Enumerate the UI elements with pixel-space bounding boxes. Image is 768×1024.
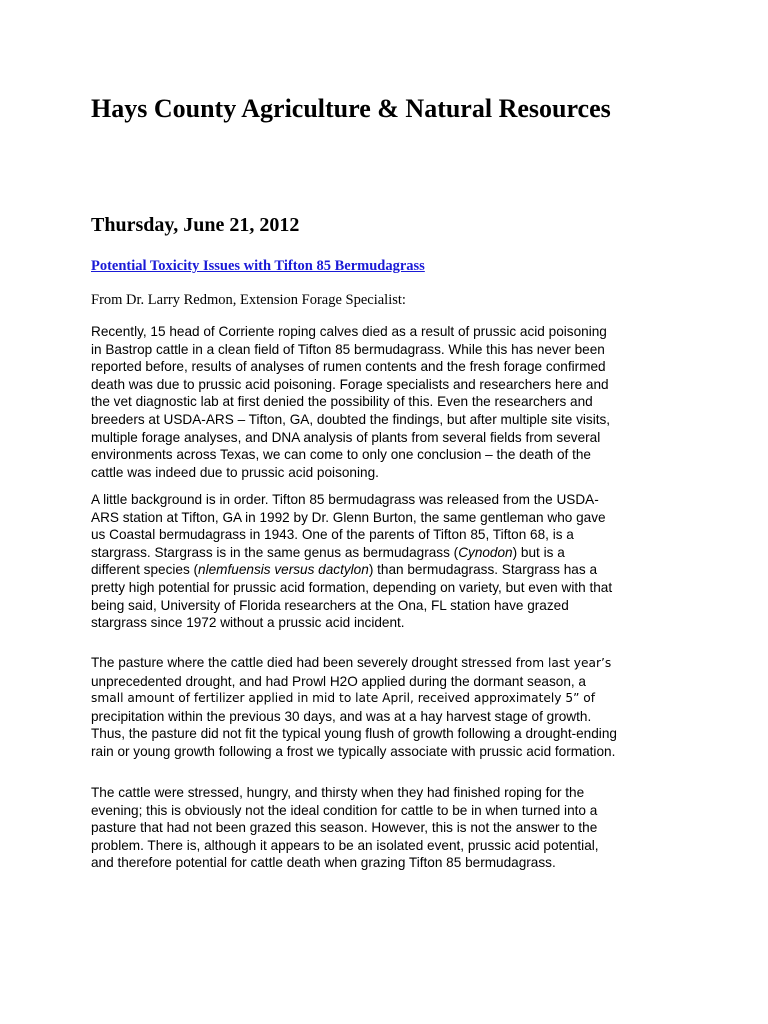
paragraph-3 (91, 654, 683, 761)
text-run: stargrass. Stargrass is in the same genus as bermudagrass ( (91, 544, 459, 560)
post-byline: From Dr. Larry Redmon, Extension Forage Specialist: (91, 292, 406, 308)
italic-text: Cynodon (458, 544, 513, 560)
paragraph-line: being said, University of Florida researchers at the Ona, FL station have grazed (91, 597, 569, 613)
blog-page (91, 92, 681, 871)
paragraph-line: stargrass since 1972 without a prussic acid incident. (91, 615, 405, 631)
post-title-link[interactable]: Potential Toxicity Issues with Tifton 85 Bermudagrass (91, 258, 425, 274)
text-run: ) than bermudagrass. Stargrass has a (368, 562, 597, 578)
paragraph-line: The cattle were stressed, hungry, and thirsty when they had finished roping for the (91, 785, 585, 800)
paragraph-line: pretty high potential for prussic acid formation, depending on variety, but even with that (91, 579, 613, 595)
blog-title: Hays County Agriculture & Natural Resources (91, 94, 611, 123)
paragraph-line: pasture that had not been grazed this season. However, this is not the answer to the (91, 820, 598, 836)
paragraph-line: us Coastal bermudagrass in 1943. One of the parents of Tifton 85, Tifton 68, is a (91, 527, 574, 543)
paragraph-line: and therefore potential for cattle death when grazing Tifton 85 bermudagrass. (91, 855, 556, 871)
paragraph-line: rain or young growth following a frost we typically associate with prussic acid formation. (91, 743, 616, 759)
paragraph-line: ARS station at Tifton, GA in 1992 by Dr. Glenn Burton, the same gentleman who gave (91, 509, 606, 525)
text-run: ) but is a (512, 544, 565, 560)
paragraph-line: cattle was indeed due to prussic acid poisoning. (91, 464, 379, 480)
paragraph-line (91, 544, 683, 562)
paragraph-line: A little background is in order. Tifton 85 bermudagrass was released from the USDA- (91, 492, 599, 507)
paragraph-line (91, 561, 683, 579)
italic-text: nlemfuensis versus dactylon (198, 562, 369, 578)
text-run: different species ( (91, 562, 199, 578)
paragraph-line: precipitation within the previous 30 days, and was at a hay harvest stage of growth. (91, 708, 592, 724)
paragraph-line: environments across Texas, we can come to only one conclusion – the death of the (91, 447, 591, 463)
paragraph-line: small amount of fertilizer applied in mid to late April, received approximately 5” of (91, 691, 596, 706)
paragraph-line: Recently, 15 head of Corriente roping calves died as a result of prussic acid poisoning (91, 324, 607, 339)
paragraph-line: death was due to prussic acid poisoning. Forage specialists and researchers here and (91, 376, 609, 392)
paragraph-4 (91, 784, 683, 872)
paragraph-line: Thus, the pasture did not fit the typical young flush of growth following a drought-ending (91, 726, 617, 742)
paragraph-2 (91, 491, 683, 632)
paragraph-line: evening; this is obviously not the ideal condition for cattle to be in when turned into a (91, 802, 598, 818)
text-run-alt-font: essed from last year’s (476, 656, 612, 670)
text-run: The pasture where the cattle died had been severely drought str (91, 655, 477, 670)
paragraph-line: the vet diagnostic lab at first denied the possibility of this. Even the researchers and (91, 394, 593, 410)
paragraph-line: unprecedented drought, and had Prowl H2O applied during the dormant season, a (91, 673, 586, 689)
paragraph-line: multiple forage analyses, and DNA analysis of plants from several fields from several (91, 429, 601, 445)
paragraph-line (91, 654, 683, 673)
paragraph-1 (91, 323, 683, 481)
paragraph-line: in Bastrop cattle in a clean field of Tifton 85 bermudagrass. While this has never been (91, 341, 605, 357)
paragraph-line: reported before, results of analyses of rumen contents and the fresh forage confirmed (91, 359, 606, 375)
paragraph-line: breeders at USDA-ARS – Tifton, GA, doubted the findings, but after multiple site visits, (91, 411, 611, 427)
post-date: Thursday, June 21, 2012 (91, 214, 300, 236)
paragraph-line: problem. There is, although it appears to be an isolated event, prussic acid potential, (91, 837, 599, 853)
